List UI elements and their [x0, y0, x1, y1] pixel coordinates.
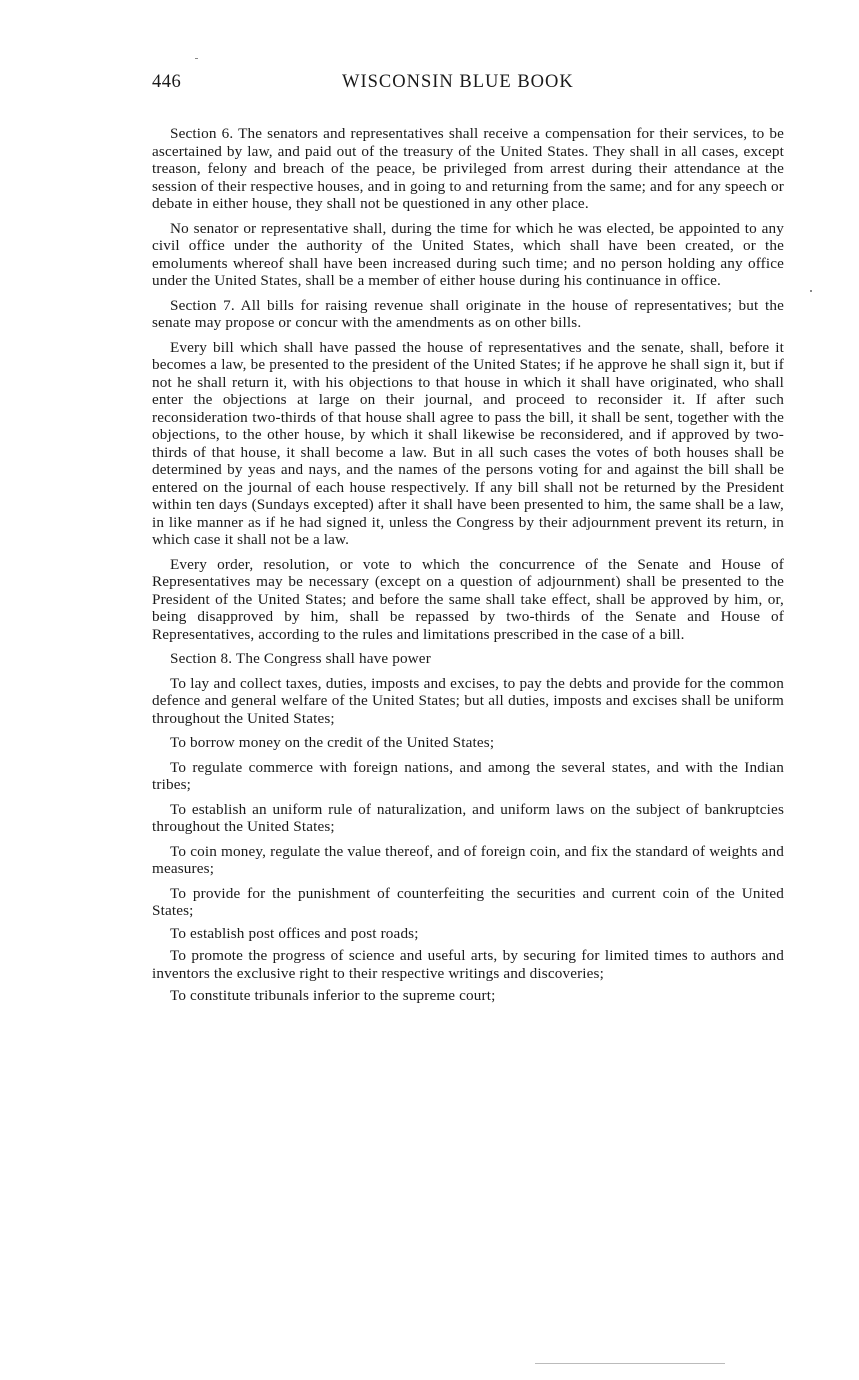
running-head: WISCONSIN BLUE BOOK: [342, 72, 574, 92]
page-number: 446: [152, 72, 182, 92]
paragraph-section-6: Section 6. The senators and representatives shall receive a compensation for their services, to be ascertained by law, and paid out of the treasury of the United States. They shall in all cases, except treason, felony and breach of the peace, be privileged from arrest during their attendance at the session of their respective houses, and in going to and returning from the same; and for any speech or debate in either house, they shall not be questioned in any other place.: [152, 125, 784, 212]
paragraph-section-8: Section 8. The Congress shall have power: [170, 650, 431, 667]
paragraph-every-bill: Every bill which shall have passed the house of representatives and the senate, shall, before it becomes a law, be presented to the president of the United States; if he approve he shall sign it, but if not he shall return it, with his objections to that house in which it shall have originated, who shall enter the objections at large on their journal, and proceed to reconsider it. If after such reconsideration two-thirds of that house shall agree to pass the bill, it shall be sent, together with the objections, to the other house, by which it shall likewise be reconsidered, and if approved by two-thirds of that house, it shall become a law. But in all such cases the votes of both houses shall be determined by yeas and nays, and the names of the persons voting for and against the bill shall be entered on the journal of each house respectively. If any bill shall not be returned by the President within ten days (Sundays excepted) after it shall have been presented to him, the same shall be a law, in like manner as if he had signed it, unless the Congress by their adjournment prevent its return, in which case it shall not be a law.: [152, 338, 784, 548]
paragraph-borrow-money: To borrow money on the credit of the United States;: [170, 734, 495, 751]
paragraph-tribunals: To constitute tribunals inferior to the supreme court;: [170, 987, 496, 1004]
scan-mark-bottom-line: [535, 1363, 725, 1364]
paragraph-coin-money: To coin money, regulate the value thereof, and of foreign coin, and fix the standard of weights and measures;: [152, 842, 784, 877]
paragraph-taxes: To lay and collect taxes, duties, imposts and excises, to pay the debts and provide for the common defence and general welfare of the United States; but all duties, imposts and excises shall be uniform throughout the United States;: [152, 674, 784, 727]
paragraph-every-order: Every order, resolution, or vote to which the concurrence of the Senate and House of Representatives may be necessary (except on a question of adjournment) shall be presented to the President of the United States; and before the same shall take effect, shall be approved by him, or, being disapproved by him, shall be repassed by two-thirds of the Senate and House of Representatives, according to the rules and limitations prescribed in the case of a bill.: [152, 555, 784, 643]
paragraph-counterfeiting: To provide for the punishment of counterfeiting the securities and current coin of the United States;: [152, 884, 784, 919]
paragraph-naturalization: To establish an uniform rule of naturalization, and uniform laws on the subject of bankruptcies throughout the United States;: [152, 800, 784, 835]
page-header: [152, 72, 784, 98]
paragraph-post-offices: To establish post offices and post roads;: [170, 924, 419, 942]
paragraph-regulate-commerce: To regulate commerce with foreign nations, and among the several states, and with the Indian tribes;: [152, 758, 784, 793]
scan-mark-top: [195, 58, 198, 59]
scan-mark-right: [810, 290, 812, 292]
paragraph-section-7: Section 7. All bills for raising revenue shall originate in the house of representatives; but the senate may propose or concur with the amendments as on other bills.: [152, 296, 784, 331]
body-text: [152, 125, 784, 1012]
paragraph-science-arts: To promote the progress of science and useful arts, by securing for limited times to authors and inventors the exclusive right to their respective writings and discoveries;: [152, 947, 784, 982]
paragraph-civil-office: No senator or representative shall, during the time for which he was elected, be appointed to any civil office under the authority of the United States, which shall have been created, or the emoluments whereof shall have been increased during such time; and no person holding any office under the United States, shall be a member of either house during his continuance in office.: [152, 219, 784, 289]
